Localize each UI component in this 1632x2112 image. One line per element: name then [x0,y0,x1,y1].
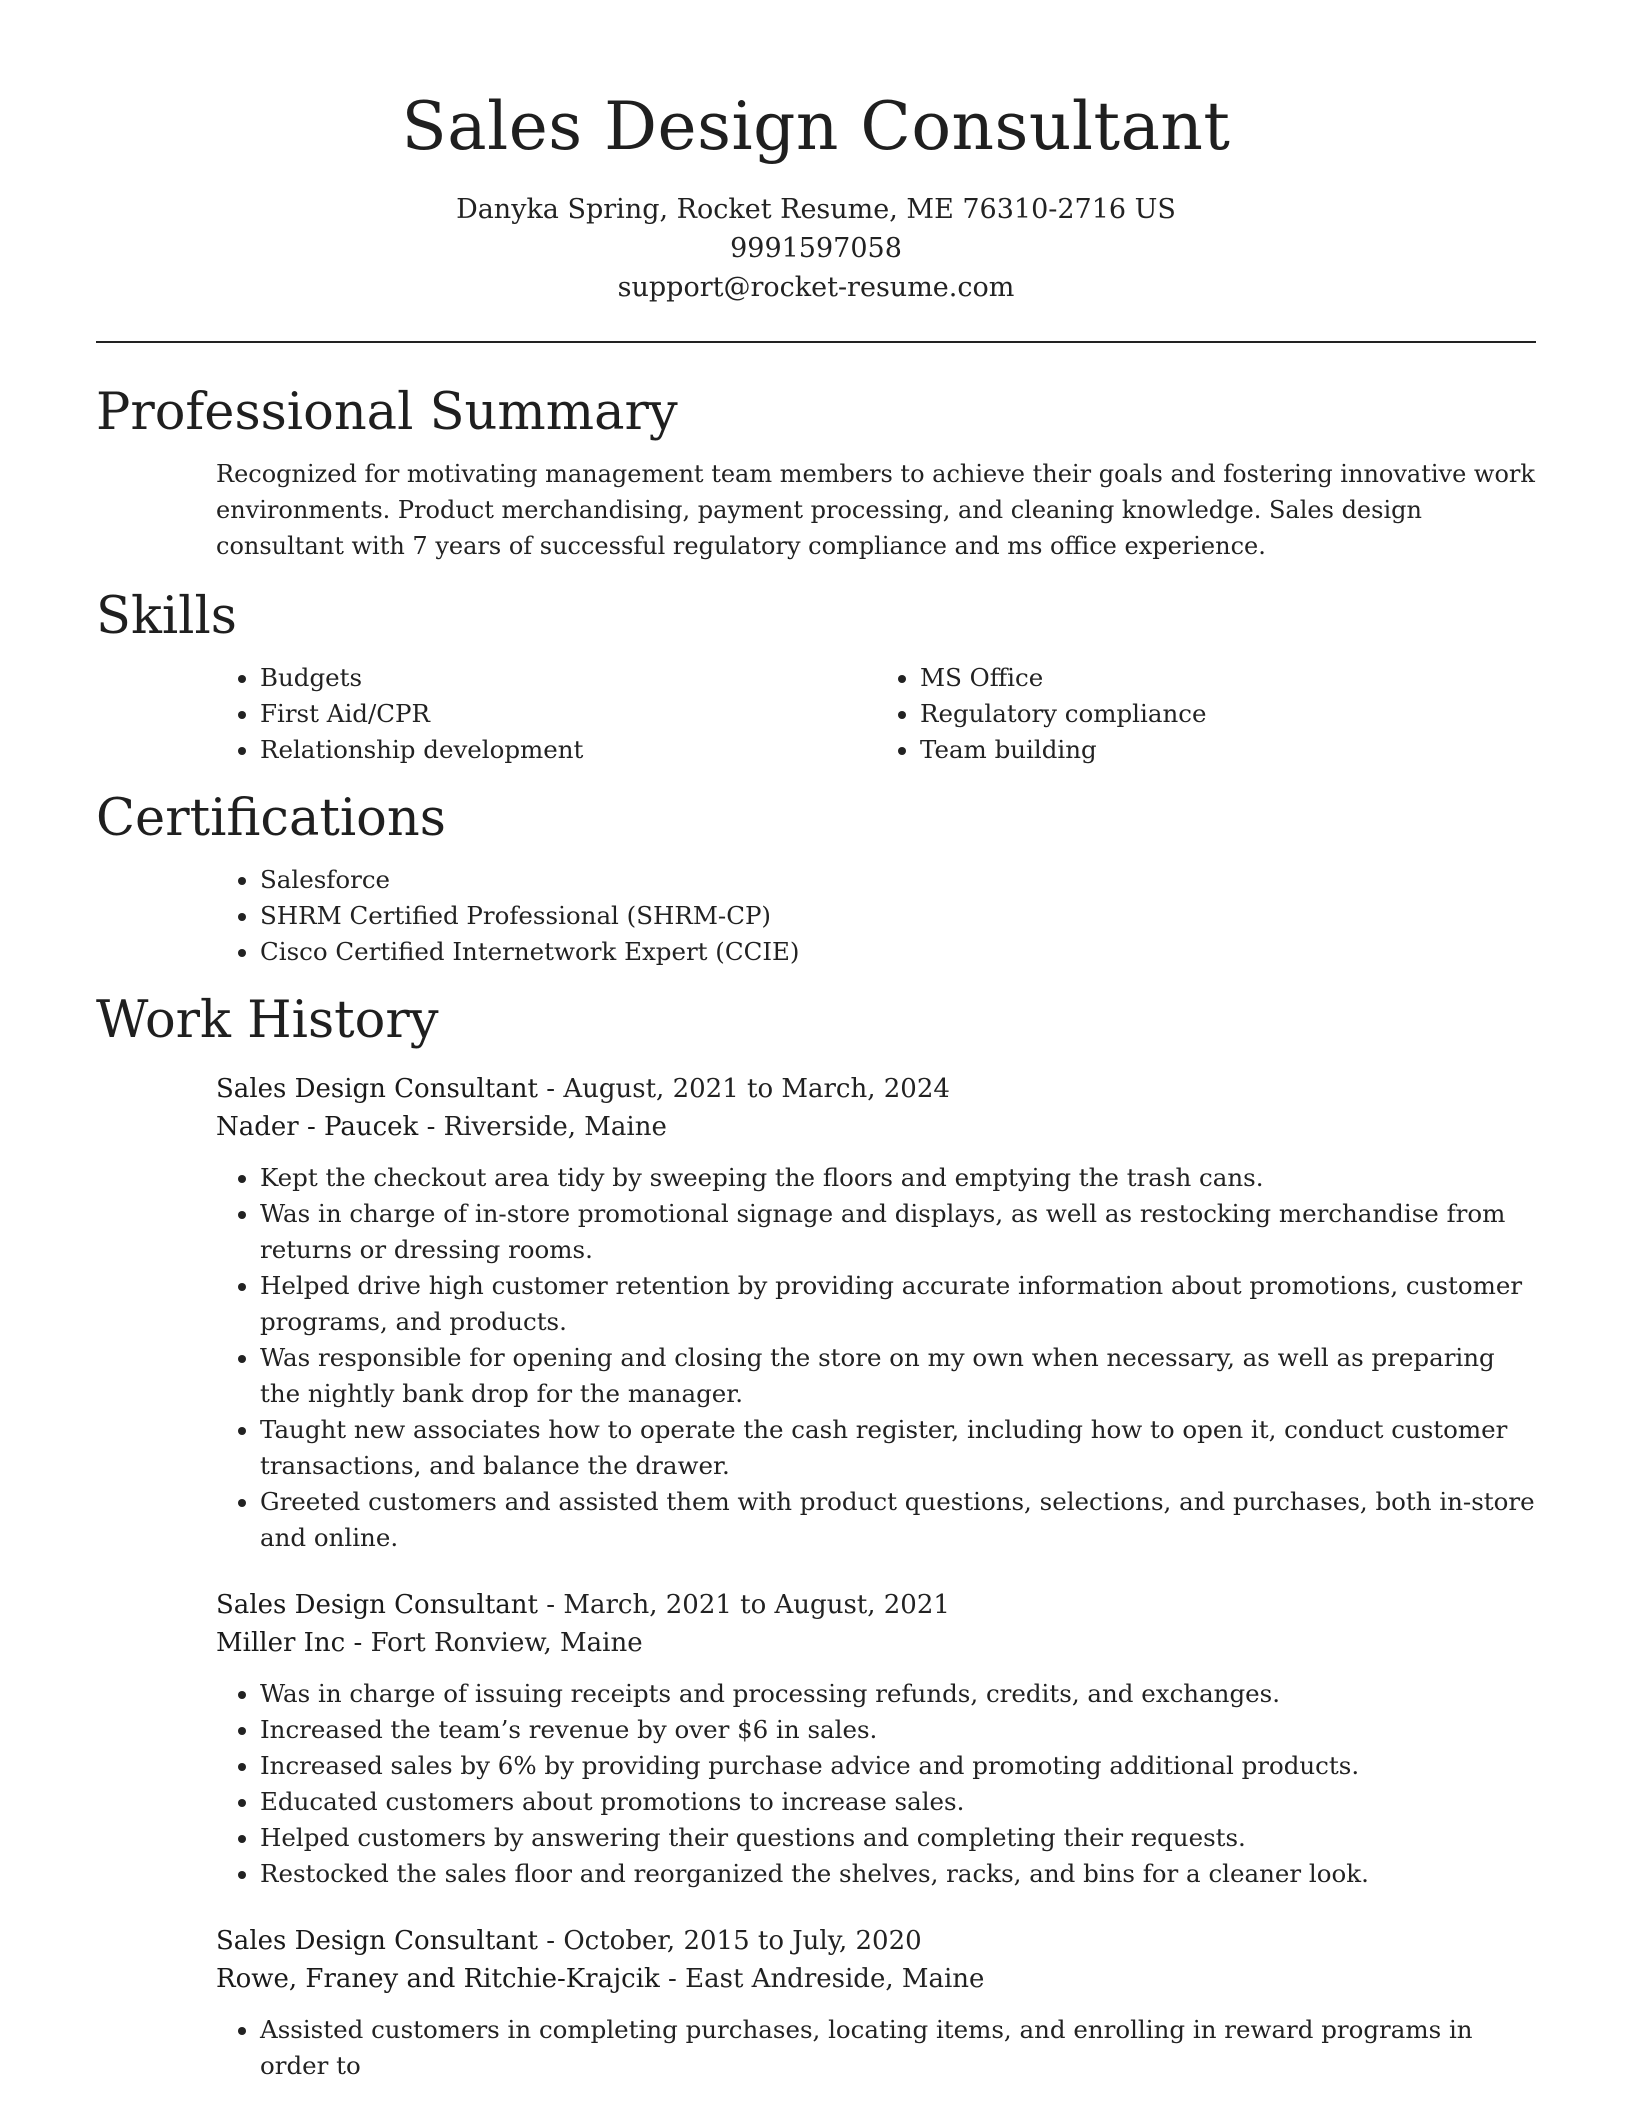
job-bullet: • Increased sales by 6% by providing purchase advice and promoting additional products. [260,1748,1536,1784]
job-bullet: • Restocked the sales floor and reorganized the shelves, racks, and bins for a cleaner look. [260,1856,1536,1892]
header-divider [96,341,1536,343]
job-dates: March, 2021 to August, 2021 [563,1590,950,1620]
skill-item: • Budgets [260,660,876,696]
job-bullet: • Helped customers by answering their questions and completing their requests. [260,1820,1536,1856]
job-bullet: • Educated customers about promotions to increase sales. [260,1784,1536,1820]
certification-item: • Cisco Certified Internetwork Expert (CCIE) [260,934,1536,970]
certifications-heading: Certifications [96,789,446,848]
skill-item: • Team building [920,732,1536,768]
contact-email: support@rocket-resume.com [617,272,1015,303]
job-bullet: • Helped drive high customer retention by providing accurate information about promotions, customer programs, and products. [260,1268,1536,1340]
skills-heading: Skills [96,587,237,646]
job-title: Sales Design Consultant [216,1074,539,1104]
job-bullet: • Kept the checkout area tidy by sweeping the floors and emptying the trash cans. [260,1160,1536,1196]
job-entry [216,1070,1536,1556]
job-bullet: • Was in charge of issuing receipts and processing refunds, credits, and exchanges. [260,1676,1536,1712]
job-company: Nader - Paucek [216,1112,419,1142]
job-company-line: Miller Inc - Fort Ronview, Maine [216,1628,643,1658]
job-location: East Andreside, Maine [685,1964,985,1994]
job-bullet: • Greeted customers and assisted them with product questions, selections, and purchases, both in-store and online. [260,1484,1536,1556]
job-entry [216,1586,1536,1892]
certification-item: • Salesforce [260,862,1536,898]
skill-item: • Relationship development [260,732,876,768]
job-company-line: Rowe, Franey and Ritchie-Krajcik - East Andreside, Maine [216,1964,985,1994]
job-bullet: • Assisted customers in completing purchases, locating items, and enrolling in reward programs in order to [260,2012,1536,2084]
summary-text: Recognized for motivating management team members to achieve their goals and fostering innovative work environments. Product merchandising, payment processing, and cleaning knowledge. Sales design consultant with 7 years of successful regulatory compliance and ms office experience. [216,460,1535,560]
job-company: Rowe, Franey and Ritchie-Krajcik [216,1964,660,1994]
work-history-heading: Work History [96,991,439,1050]
job-company: Miller Inc [216,1628,346,1658]
resume-title: Sales Design Consultant [401,88,1231,165]
job-bullet: • Was in charge of in-store promotional signage and displays, as well as restocking merchandise from returns or dressing rooms. [260,1196,1536,1268]
job-bullet: • Taught new associates how to operate the cash register, including how to open it, conduct customer transactions, and balance the drawer. [260,1412,1536,1484]
contact-block [0,190,1632,307]
skills-column-2 [876,660,1536,768]
certification-item: • SHRM Certified Professional (SHRM-CP) [260,898,1536,934]
job-company-line: Nader - Paucek - Riverside, Maine [216,1112,667,1142]
resume-header [0,84,1632,307]
job-title: Sales Design Consultant [216,1926,539,1956]
job-location: Fort Ronview, Maine [370,1628,643,1658]
job-bullet: • Increased the team’s revenue by over $6 in sales. [260,1712,1536,1748]
job-bullet: • Was responsible for opening and closing the store on my own when necessary, as well as preparing the nightly bank drop for the manager. [260,1340,1536,1412]
job-title: Sales Design Consultant [216,1590,539,1620]
job-title-line: Sales Design Consultant - March, 2021 to August, 2021 [216,1590,950,1620]
resume-body [96,378,1536,2084]
job-location: Riverside, Maine [443,1112,667,1142]
certifications-list [216,862,1536,970]
skills-column-1 [216,660,876,768]
job-entry [216,1922,1536,2084]
summary-heading: Professional Summary [96,383,678,442]
contact-address: Danyka Spring, Rocket Resume, ME 76310-2716 US [456,194,1176,225]
skills-list [216,660,1536,768]
job-bullets [216,1676,1536,1892]
job-bullets [216,1160,1536,1556]
job-dates: August, 2021 to March, 2024 [563,1074,950,1104]
skill-item: • Regulatory compliance [920,696,1536,732]
job-title-line: Sales Design Consultant - August, 2021 to March, 2024 [216,1074,950,1104]
job-bullets [216,2012,1536,2084]
job-dates: October, 2015 to July, 2020 [563,1926,922,1956]
job-title-line: Sales Design Consultant - October, 2015 to July, 2020 [216,1926,922,1956]
skill-item: • MS Office [920,660,1536,696]
skill-item: • First Aid/CPR [260,696,876,732]
contact-phone: 9991597058 [730,233,902,264]
